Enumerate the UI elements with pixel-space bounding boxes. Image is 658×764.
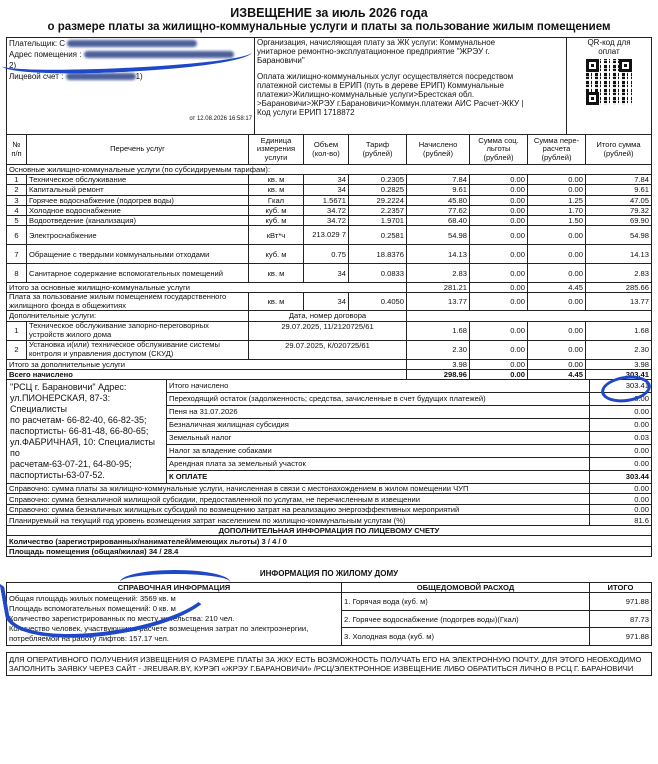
cell: 1.68 (586, 321, 652, 340)
summary-value: 0.00 (590, 444, 652, 457)
common-label: 1. Горячая вода (куб. м) (342, 593, 590, 611)
summary-label: Итого начислено (167, 379, 590, 392)
cell: кв. м (249, 185, 304, 195)
account-area: Площадь помещения (общая/жилая) 34 / 28.4 (7, 546, 652, 557)
cell: 0.2305 (349, 175, 407, 185)
cell: 0.00 (528, 340, 586, 359)
cell: 0.2581 (349, 226, 407, 245)
cell: 2.30 (586, 340, 652, 359)
cell: 54.98 (407, 226, 470, 245)
summary-value: 0.00 (590, 392, 652, 405)
cell: 213.029 7 (304, 226, 349, 245)
cell: 77.62 (407, 205, 470, 215)
cell: 14.13 (407, 245, 470, 264)
cell: 0.0833 (349, 264, 407, 283)
cell: 0.00 (528, 185, 586, 195)
service-row (7, 205, 652, 215)
col-header: Объем (кол-во) (304, 135, 349, 165)
cell: 4.45 (528, 369, 586, 379)
summary-value: 0.00 (590, 457, 652, 470)
cell: 285.66 (586, 283, 652, 293)
cell: 0.00 (470, 205, 528, 215)
org-line: Код услуги ЕРИП 1718872 (257, 108, 355, 118)
summary-label: Арендная плата за земельный участок (167, 457, 590, 470)
col-header: Итого сумма (рублей) (586, 135, 652, 165)
account-label: Лицевой счет : (9, 72, 64, 81)
subtotal-label: Итого за основные жилищно-коммунальные услуги (7, 283, 407, 293)
summary-label: Безналичная жилищная субсидия (167, 418, 590, 431)
note-label: Планируемый на текущий год уровень возмещения затрат населением по жилищно-коммунальным услугам (%) (7, 515, 590, 526)
service-row (7, 264, 652, 283)
common-header: ОБЩЕДОМОВОЙ РАСХОД (342, 582, 590, 593)
common-value: 87.73 (590, 610, 652, 628)
org-line: Барановичи" (257, 56, 305, 66)
cell: 1.9701 (349, 215, 407, 225)
cell: 0.75 (304, 245, 349, 264)
cell: 2.83 (407, 264, 470, 283)
cell: 13.77 (407, 293, 470, 311)
org-line: платежной системы в ЕРИП (путь в дереве ЕРИП) Коммунальные (257, 80, 504, 90)
grand-total-row (7, 369, 652, 379)
note-value: 0.00 (590, 483, 652, 494)
cell: 9.61 (407, 185, 470, 195)
org-line: Оплата жилищно-коммунальных услуг осуществляется посредством (257, 71, 514, 81)
cell: 0.2825 (349, 185, 407, 195)
footer-table (6, 652, 652, 676)
cell: 5 (7, 215, 27, 225)
cell: 1.70 (528, 205, 586, 215)
cell: 0.00 (470, 340, 528, 359)
footer-text: ДЛЯ ОПЕРАТИВНОГО ПОЛУЧЕНИЯ ИЗВЕЩЕНИЯ О РАЗМЕРЕ ПЛАТЫ ЗА ЖКУ ЕСТЬ ВОЗМОЖНОСТЬ ПОЛУЧАТЬ ЕГО НА ЭЛЕКТРОННУЮ ПОЧТУ. ДЛЯ ЭТОГО НЕОБХОДИМО ЗАПОЛНИТЬ ЗАЯВКУ ЧЕРЕЗ САЙТ - JREUBAR.BY, КУРЭП «ЖРЭУ Г.БАРАНОВИЧИ» /РСЦ/ЭЛЕКТРОННОЕ ИЗВЕЩЕНИЕ ЛИБО ОБРАТИТЬСЯ ЛИЧНО В РСЦ Г. БАРАНОВИЧИ (7, 653, 652, 676)
note-value: 81.6 (590, 515, 652, 526)
cell: 47.05 (586, 195, 652, 205)
cell: куб. м (249, 245, 304, 264)
service-row (7, 185, 652, 195)
ref-line: Количество человек, участвующих в расчете возмещения затрат по электроэнергии, потребляемой на работу лифтов: 157.17 чел. (9, 624, 309, 644)
cell: 1 (7, 175, 27, 185)
additional-row (7, 321, 652, 340)
service-row (7, 195, 652, 205)
cell: 0.00 (470, 195, 528, 205)
cell: 0.00 (470, 185, 528, 195)
cell: 2.83 (586, 264, 652, 283)
org-block (255, 38, 567, 135)
org-line: платежи>Жилищно-коммунальные услуги>Брестская обл. (257, 89, 475, 99)
cell: кв. м (249, 175, 304, 185)
col-header: Единица измерения услуги (249, 135, 304, 165)
summary-value: 0.00 (590, 418, 652, 431)
col-header: Тариф (рублей) (349, 135, 407, 165)
service-row (7, 226, 652, 245)
table-header-row (7, 135, 652, 165)
subtotal-label: Итого за дополнительные услуги (7, 359, 407, 369)
summary-label: Пеня на 31.07.2026 (167, 405, 590, 418)
summary-value: 0.00 (590, 405, 652, 418)
cell: Техническое обслуживание (27, 175, 249, 185)
cell: 0.00 (470, 226, 528, 245)
cell: 0.00 (528, 175, 586, 185)
rsc-line: по расчетам- 66-82-40, 66-82-35; (10, 414, 147, 425)
cell: 0.4050 (349, 293, 407, 311)
cell: куб. м (249, 205, 304, 215)
total-header: ИТОГО (590, 582, 652, 593)
cell: 34 (304, 264, 349, 283)
summary-value: 303.41 (590, 379, 652, 392)
col-header: Сумма соц. льготы (рублей) (470, 135, 528, 165)
cell: 34.72 (304, 215, 349, 225)
cell: 0.00 (528, 293, 586, 311)
cell: 54.98 (586, 226, 652, 245)
cell: 0.00 (528, 321, 586, 340)
section-label: Основные жилищно-коммунальные услуги (по субсидируемым тарифам): (7, 165, 652, 175)
org-line: унитарное ремонтно-эксплуатационное предприятие "ЖРЭУ г. (257, 47, 490, 57)
grand-total-value: 303.41 (586, 369, 652, 379)
service-row (7, 175, 652, 185)
grand-total-label: Всего начислено (7, 369, 407, 379)
cell: 1.25 (528, 195, 586, 205)
summary-label: Земельный налог (167, 431, 590, 444)
rsc-line: паспортисты- 66-81-48, 66-80-65; (10, 425, 149, 436)
cell: Санитарное содержание вспомогательных помещений (27, 264, 249, 283)
cell: 0.00 (470, 245, 528, 264)
additional-row (7, 340, 652, 359)
summary-table (6, 379, 652, 484)
cell: 6 (7, 226, 27, 245)
cell: 68.40 (407, 215, 470, 225)
cell: Капитальный ремонт (27, 185, 249, 195)
col-header: Перечень услуг (27, 135, 249, 165)
cell: 0.00 (470, 321, 528, 340)
cell: 34 (304, 185, 349, 195)
note-label: Справочно: сумма безналичных жилищных субсидий по возмещению затрат на реализацию энергоэффективных мероприятий (7, 504, 590, 515)
cell: Водоотведение (канализация) (27, 215, 249, 225)
cell: Горячее водоснабжение (подогрев воды) (27, 195, 249, 205)
ref-header: СПРАВОЧНАЯ ИНФОРМАЦИЯ (7, 582, 342, 593)
account-qty: Количество (зарегистрированных/нанимателей/имеющих льготы) 3 / 4 / 0 (7, 536, 652, 547)
cell: 7 (7, 245, 27, 264)
cell: 2.30 (407, 340, 470, 359)
note-label: Справочно: сумма безналичной жилищной субсидии, предоставленной по услугам, не перечисленным в извещении (7, 494, 590, 505)
rsc-line: расчетам-63-07-21, 64-80-95; (10, 458, 132, 469)
pen-marking (120, 570, 230, 594)
cell: 3.98 (586, 359, 652, 369)
cell: 34 (304, 293, 349, 311)
cell: 7.84 (586, 175, 652, 185)
summary-value: 0.03 (590, 431, 652, 444)
cell: 34.72 (304, 205, 349, 215)
cell: 0.00 (470, 283, 528, 293)
qr-block (567, 38, 652, 135)
notes-table (6, 483, 652, 558)
summary-label: Налог за владение собаками (167, 444, 590, 457)
cell: 45.80 (407, 195, 470, 205)
housing-title: ИНФОРМАЦИЯ ПО ЖИЛОМУ ДОМУ (259, 569, 399, 579)
cell: 69.90 (586, 215, 652, 225)
cell: 34 (304, 175, 349, 185)
rent-row (7, 293, 652, 311)
cell: 7.84 (407, 175, 470, 185)
service-row (7, 245, 652, 264)
cell: 8 (7, 264, 27, 283)
cell: 0.00 (528, 245, 586, 264)
cell: Обращение с твердыми коммунальными отходами (27, 245, 249, 264)
rsc-line: паспортисты-63-07-52. (10, 469, 105, 480)
common-label: 3. Холодная вода (куб. м) (342, 628, 590, 646)
cell: куб. м (249, 215, 304, 225)
payer-label: Плательщик: С (9, 39, 66, 48)
common-value: 971.88 (590, 593, 652, 611)
rsc-line: ул.ПИОНЕРСКАЯ, 87-3: Специалисты (10, 392, 111, 414)
col-header: Сумма пере-расчета (рублей) (528, 135, 586, 165)
cell: 9.61 (586, 185, 652, 195)
subtotal-row (7, 283, 652, 293)
account-suffix: 1) (135, 72, 143, 81)
cell: 0.00 (470, 293, 528, 311)
cell: 298.96 (407, 369, 470, 379)
summary-label: Переходящий остаток (задолженность; средства, зачисленные в счет будущих платежей) (167, 392, 590, 405)
qr-label: оплат (598, 47, 620, 57)
contract-header: Дата, номер договора (249, 311, 407, 321)
service-row (7, 215, 652, 225)
cell: 4 (7, 205, 27, 215)
redacted-account (66, 73, 136, 80)
cell: Техническое обслуживание запорно-переговорных устройств жилого дома (27, 321, 249, 340)
col-header: № п/п (7, 135, 27, 165)
cell: 0.00 (528, 226, 586, 245)
qr-code-icon[interactable] (586, 59, 632, 105)
cell: 1.68 (407, 321, 470, 340)
ref-line: Общая площадь жилых помещений: 3569 кв. м (9, 594, 176, 604)
cell: 29.2224 (349, 195, 407, 205)
common-label: 2. Горячее водоснабжение (подогрев воды)(Гкал) (342, 610, 590, 628)
cell: 0.00 (528, 359, 586, 369)
qr-label: QR-код для (587, 38, 631, 47)
cell: 2.2357 (349, 205, 407, 215)
cell: 4.45 (528, 283, 586, 293)
address-label: Адрес помещения : (9, 50, 82, 59)
org-line: >Барановичи>ЖРЭУ г.Барановичи>Коммун.платежи АИС Расчет-ЖКУ | (257, 99, 524, 109)
rsc-line: "РСЦ г. Барановичи" Адрес: (10, 381, 127, 392)
note-label: Справочно: сумма платы за жилищно-коммунальные услуги, начисленная в связи с местонахождением в жилом помещении ЧУП (7, 483, 590, 494)
cell: 79.32 (586, 205, 652, 215)
cell: 2 (7, 340, 27, 359)
rsc-contacts (7, 379, 167, 483)
cell: Холодное водоснабжение (27, 205, 249, 215)
address-suffix: 2) (9, 61, 17, 70)
cell: 0.00 (470, 359, 528, 369)
cell: 3 (7, 195, 27, 205)
ref-line: Площадь вспомогательных помещений: 0 кв. м (9, 604, 176, 614)
cell: Плата за пользование жилым помещением государственного жилищного фонда в общежитиях (7, 293, 249, 311)
topay-value: 303.44 (590, 470, 652, 483)
cell: 0.00 (470, 175, 528, 185)
section-label: Дополнительные услуги: (7, 311, 249, 321)
org-line: Организация, начисляющая плату за ЖК услуги: Коммунальное (257, 38, 496, 47)
cell: 1.50 (528, 215, 586, 225)
subtotal-row (7, 359, 652, 369)
cell: 0.00 (470, 215, 528, 225)
cell: Электроснабжение (27, 226, 249, 245)
note-value: 0.00 (590, 504, 652, 515)
cell: 29.07.2025, 11/2120725/61 (249, 321, 407, 340)
cell: 3.98 (407, 359, 470, 369)
cell: 14.13 (586, 245, 652, 264)
ref-line: Количество зарегистрированных по месту жительства: 210 чел. (9, 614, 235, 624)
cell: 0.00 (470, 369, 528, 379)
account-info-title: ДОПОЛНИТЕЛЬНАЯ ИНФОРМАЦИЯ ПО ЛИЦЕВОМУ СЧЕТУ (7, 525, 652, 536)
notice-subtitle: о размере платы за жилищно-коммунальные услуги и платы за пользование жилым помещением (47, 21, 611, 33)
cell: 0.00 (470, 264, 528, 283)
rsc-line: ул.ФАБРИЧНАЯ, 10: Специалисты по (10, 436, 156, 458)
cell: 29.07.2025, К/020725/61 (249, 340, 407, 359)
notice-header (6, 6, 652, 34)
cell: 1.5671 (304, 195, 349, 205)
col-header: Начислено (рублей) (407, 135, 470, 165)
note-value: 0.00 (590, 494, 652, 505)
notice-title: ИЗВЕЩЕНИЕ за июль 2026 года (230, 6, 428, 20)
cell: 281.21 (407, 283, 470, 293)
cell: кв. м (249, 264, 304, 283)
cell: Установка и(или) техническое обслуживание системы контроля и управления доступом (СКУД) (27, 340, 249, 359)
cell: кв. м (249, 293, 304, 311)
cell: 0.00 (528, 264, 586, 283)
printed-date: от 12.08.2026 16:58:17 (189, 116, 252, 122)
common-value: 971.88 (590, 628, 652, 646)
cell: 1 (7, 321, 27, 340)
cell: кВт*ч (249, 226, 304, 245)
services-table (6, 134, 652, 380)
cell: 18.8376 (349, 245, 407, 264)
cell: 2 (7, 185, 27, 195)
topay-label: К ОПЛАТЕ (167, 470, 590, 483)
cell: Гкал (249, 195, 304, 205)
cell: 13.77 (586, 293, 652, 311)
